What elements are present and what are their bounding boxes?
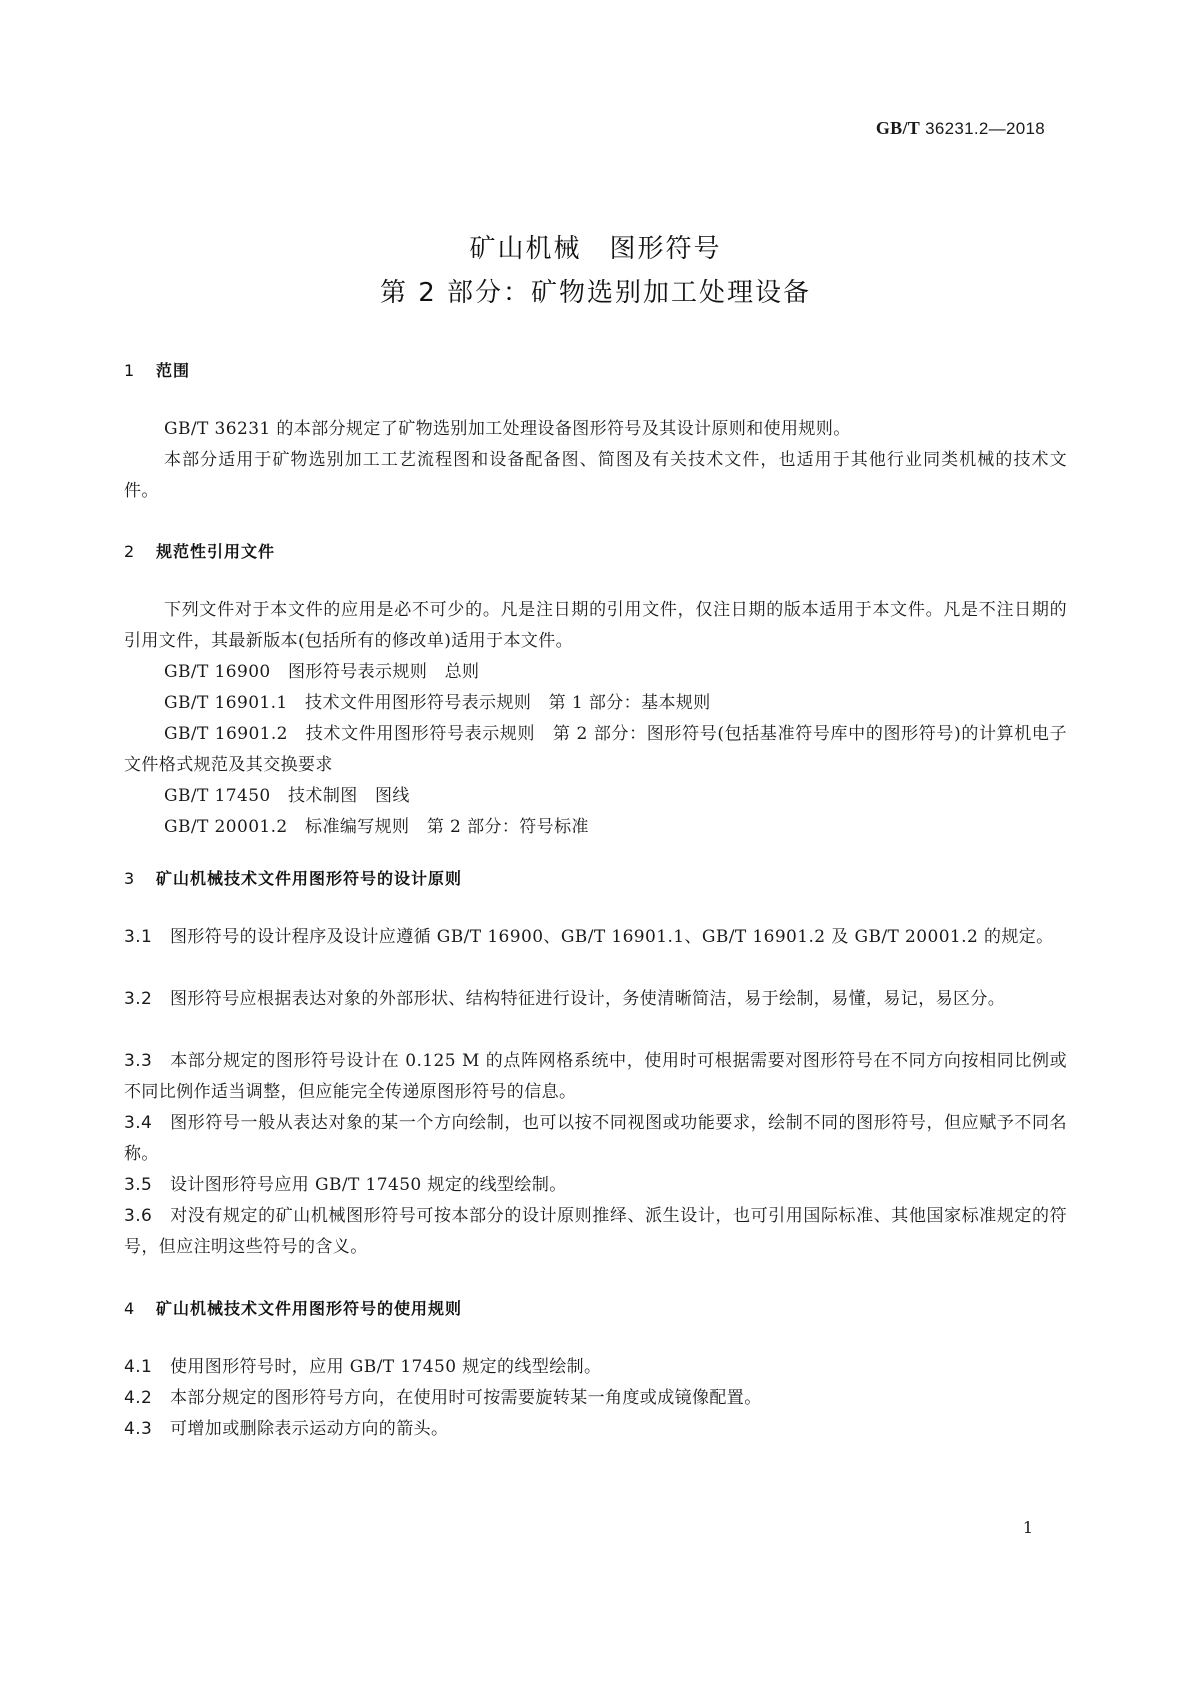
- clause-number: 4.3: [124, 1419, 153, 1439]
- clause-text: 图形符号应根据表达对象的外部形状、结构特征进行设计，务使清晰简洁，易于绘制，易懂，易记，易区分。: [170, 989, 1006, 1009]
- section-title: 范围: [156, 361, 191, 380]
- section-number: 3: [124, 869, 136, 888]
- reference-item: GB/T 20001.2 标准编写规则 第 2 部分：符号标准: [164, 817, 589, 837]
- section-number: 1: [124, 361, 136, 380]
- clause-4-3: [124, 1414, 1067, 1445]
- clause-text: 本部分规定的图形符号设计在 0.125 M 的点阵网格系统中，使用时可根据需要对图形符号在不同方向按相同比例或不同比例作适当调整，但应能完全传递原图形符号的信息。: [124, 1051, 1067, 1102]
- reference-item: GB/T 17450 技术制图 图线: [164, 786, 410, 806]
- clause-text: 可增加或删除表示运动方向的箭头。: [170, 1419, 449, 1439]
- section-heading-usage-rules: [124, 1296, 462, 1319]
- standard-number: 36231.2—2018: [925, 119, 1045, 138]
- clause-number: 4.1: [124, 1357, 153, 1377]
- clause-4-1: [124, 1352, 1067, 1383]
- section-heading-normative-references: [124, 539, 275, 562]
- clause-3-2: [124, 984, 1067, 1015]
- clause-number: 4.2: [124, 1388, 153, 1408]
- document-subtitle: 第 2 部分：矿物选别加工处理设备: [379, 278, 812, 308]
- clause-number: 3.1: [124, 927, 153, 947]
- clause-number: 3.6: [124, 1206, 153, 1226]
- clause-number: 3.2: [124, 989, 153, 1009]
- section-number: 2: [124, 542, 136, 561]
- clause-number: 3.4: [124, 1113, 153, 1133]
- paragraph: 本部分适用于矿物选别加工工艺流程图和设备配备图、简图及有关技术文件，也适用于其他行业同类机械的技术文件。: [124, 450, 1067, 501]
- clause-3-1: [124, 922, 1067, 953]
- standard-code: [876, 118, 1045, 139]
- section-title: 规范性引用文件: [156, 542, 276, 561]
- paragraph: GB/T 36231 的本部分规定了矿物选别加工处理设备图形符号及其设计原则和使用规则。: [164, 419, 851, 439]
- clause-text: 本部分规定的图形符号方向，在使用时可按需要旋转某一角度或成镜像配置。: [170, 1388, 762, 1408]
- clause-number: 3.3: [124, 1051, 153, 1071]
- clause-3-6: [124, 1201, 1067, 1263]
- reference-item: GB/T 16901.1 技术文件用图形符号表示规则 第 1 部分：基本规则: [164, 693, 711, 713]
- section-heading-design-principles: [124, 866, 462, 889]
- section-title: 矿山机械技术文件用图形符号的使用规则: [156, 1299, 463, 1318]
- section-title: 矿山机械技术文件用图形符号的设计原则: [156, 869, 463, 888]
- section-number: 4: [124, 1299, 136, 1318]
- reference-item: GB/T 16900 图形符号表示规则 总则: [164, 662, 480, 682]
- section-heading-scope: [124, 358, 190, 381]
- clause-text: 对没有规定的矿山机械图形符号可按本部分的设计原则推绎、派生设计，也可引用国际标准、其他国家标准规定的符号，但应注明这些符号的含义。: [124, 1206, 1067, 1257]
- clause-number: 3.5: [124, 1175, 153, 1195]
- clause-text: 设计图形符号应用 GB/T 17450 规定的线型绘制。: [170, 1175, 567, 1195]
- clause-3-5: [124, 1170, 1067, 1201]
- clause-3-3: [124, 1046, 1067, 1108]
- standard-prefix: GB/T: [875, 118, 921, 138]
- reference-item: GB/T 16901.2 技术文件用图形符号表示规则 第 2 部分：图形符号(包括基准符号库中的图形符号)的计算机电子文件格式规范及其交换要求: [124, 724, 1067, 775]
- document-title: 矿山机械 图形符号: [469, 234, 722, 264]
- clause-text: 图形符号的设计程序及设计应遵循 GB/T 16900、GB/T 16901.1、GB/T 16901.2 及 GB/T 20001.2 的规定。: [170, 927, 1054, 947]
- clause-text: 图形符号一般从表达对象的某一个方向绘制，也可以按不同视图或功能要求，绘制不同的图形符号，但应赋予不同名称。: [124, 1113, 1067, 1164]
- clause-4-2: [124, 1383, 1067, 1414]
- clause-3-4: [124, 1108, 1067, 1170]
- page-number: 1: [1022, 1518, 1033, 1537]
- paragraph: 下列文件对于本文件的应用是必不可少的。凡是注日期的引用文件，仅注日期的版本适用于本文件。凡是不注日期的引用文件，其最新版本(包括所有的修改单)适用于本文件。: [124, 600, 1067, 651]
- clause-text: 使用图形符号时，应用 GB/T 17450 规定的线型绘制。: [170, 1357, 602, 1377]
